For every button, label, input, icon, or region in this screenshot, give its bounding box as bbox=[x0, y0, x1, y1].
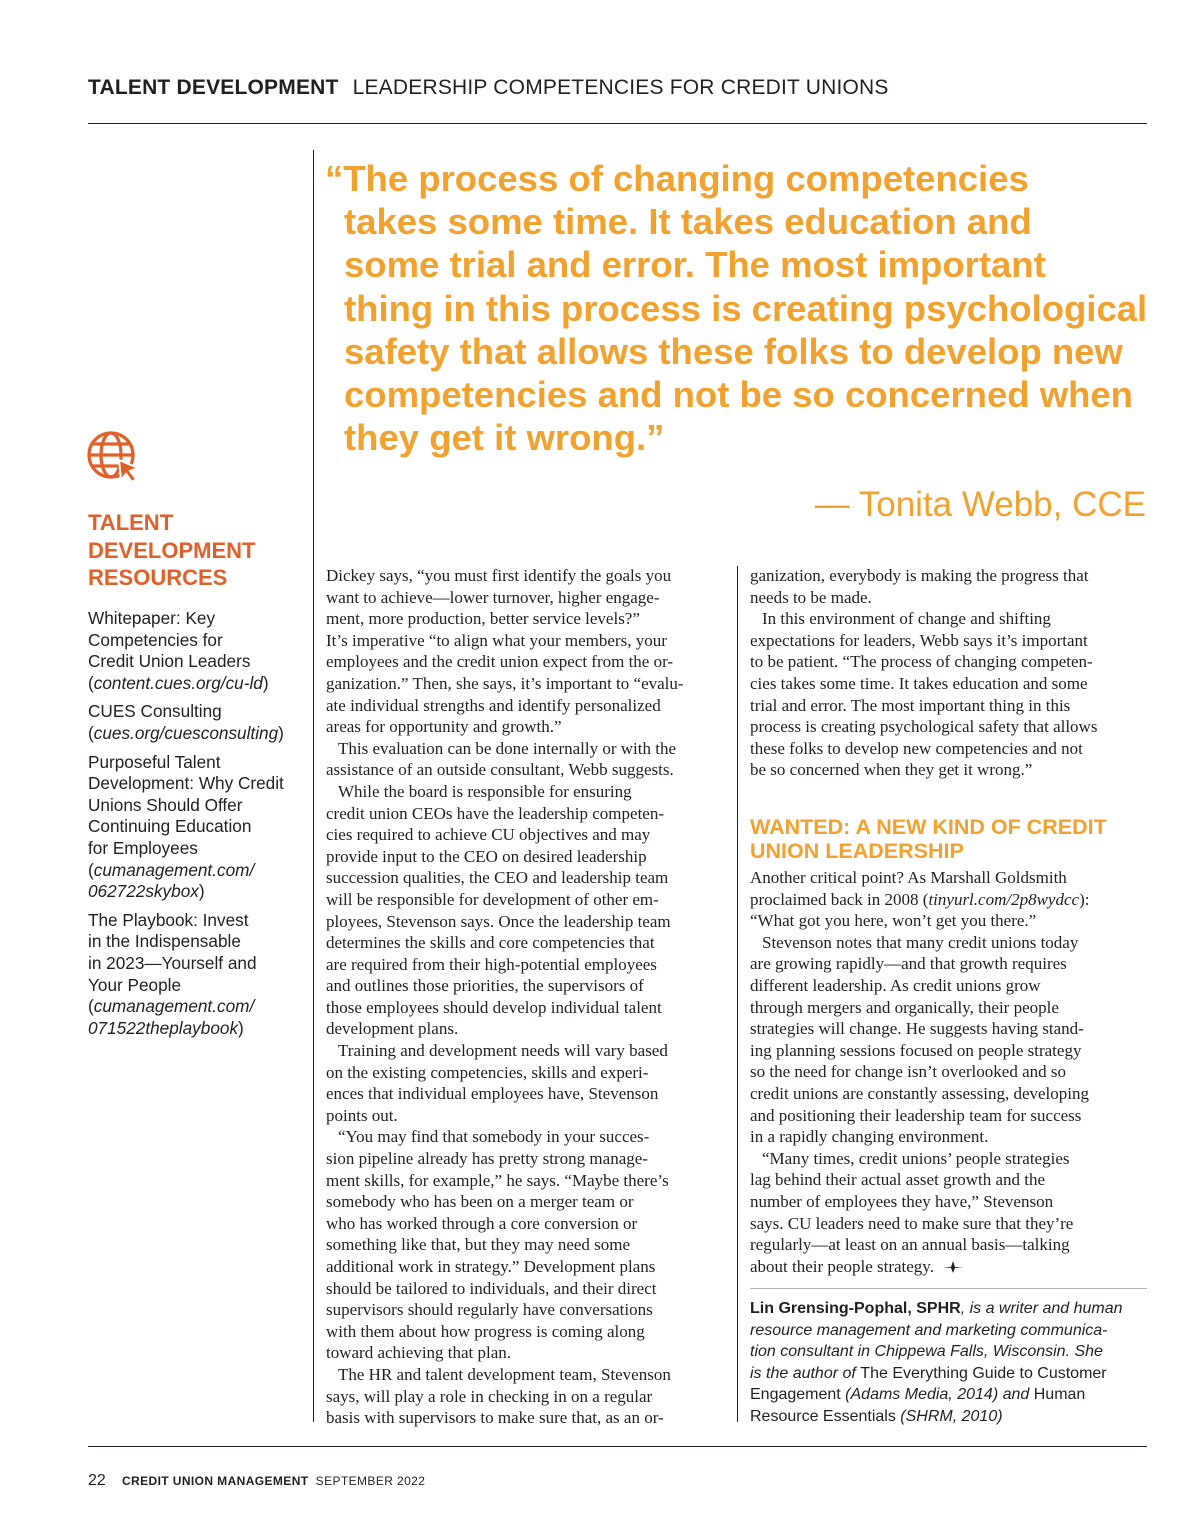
body-line: ment, more production, better service levels?” bbox=[326, 609, 640, 629]
section-title: TALENT DEVELOPMENT bbox=[88, 76, 339, 99]
body-line: employees and the credit union expect from the or- bbox=[326, 652, 674, 672]
pull-quote-line: “The process of changing competencies bbox=[325, 158, 1029, 199]
body-line: needs to be made. bbox=[750, 587, 872, 607]
body-line: This evaluation can be done internally or with the bbox=[338, 738, 677, 758]
resource-title-line: for Employees bbox=[88, 837, 198, 858]
resource-list bbox=[88, 608, 310, 1046]
body-line: succession qualities, the CEO and leadership team bbox=[326, 868, 669, 888]
body-line: credit unions are constantly assessing, developing bbox=[750, 1083, 1089, 1103]
sidebar-heading-line: DEVELOPMENT bbox=[88, 537, 256, 563]
body-line: want to achieve—lower turnover, higher engage- bbox=[326, 587, 660, 607]
body-column-2 bbox=[750, 565, 1150, 781]
body-line: “You may find that somebody in your succes- bbox=[338, 1127, 650, 1147]
body-line: somebody who has been on a merger team or bbox=[326, 1192, 634, 1212]
body-line: credit union CEOs have the leadership competen- bbox=[326, 803, 664, 823]
resource-item: Purposeful Talent Development: Why Credit Unions Should Offer Continuing Education for Employees (cumanagement.com/ 062722skybox) bbox=[88, 752, 310, 903]
body-line: says. CU leaders need to make sure that they’re bbox=[750, 1213, 1074, 1233]
body-line: about their people strategy. bbox=[750, 1256, 1150, 1278]
resource-title-line: Purposeful Talent bbox=[88, 751, 221, 772]
body-line: It’s imperative “to align what your members, your bbox=[326, 630, 667, 650]
pull-quote-line: takes some time. It takes education and bbox=[344, 201, 1032, 243]
body-line: While the board is responsible for ensuring bbox=[338, 781, 632, 801]
resource-link[interactable]: content.cues.org/cu-ld bbox=[93, 672, 263, 693]
goldsmith-link[interactable]: tinyurl.com/2p8wydcc bbox=[928, 889, 1080, 909]
resource-item: Whitepaper: Key Competencies for Credit Union Leaders (content.cues.org/cu-ld) bbox=[88, 608, 310, 694]
body-line: proclaimed back in 2008 (tinyurl.com/2p8wydcc): bbox=[750, 889, 1090, 909]
body-line: with them about how progress is coming along bbox=[326, 1321, 645, 1341]
resource-title-line: The Playbook: Invest bbox=[88, 909, 249, 930]
body-line: determines the skills and core competencies that bbox=[326, 933, 655, 953]
pull-quote-line: some trial and error. The most important bbox=[344, 244, 1046, 286]
body-line: Stevenson notes that many credit unions today bbox=[762, 932, 1079, 952]
body-line: ganization, everybody is making the progress that bbox=[750, 566, 1089, 585]
issue-date: SEPTEMBER 2022 bbox=[315, 1474, 426, 1488]
subhead-line: UNION LEADERSHIP bbox=[750, 839, 964, 863]
body-line: cies takes some time. It takes education and some bbox=[750, 673, 1088, 693]
author-name: Lin Grensing-Pophal, SPHR bbox=[750, 1300, 961, 1317]
body-line: strategies will change. He suggests having stand- bbox=[750, 1019, 1084, 1039]
book-title: Resource Essentials bbox=[750, 1407, 896, 1425]
sidebar-heading-line: TALENT bbox=[88, 510, 174, 535]
book-title: The Everything Guide to Customer bbox=[860, 1364, 1107, 1382]
body-line: ing planning sessions focused on people strategy bbox=[750, 1040, 1082, 1060]
pull-quote-line: thing in this process is creating psychological bbox=[344, 287, 1148, 329]
body-line: expectations for leaders, Webb says it’s important bbox=[750, 630, 1088, 650]
body-line: ployees, Stevenson says. Once the leadership team bbox=[326, 911, 671, 931]
body-line: sion pipeline already has pretty strong manage- bbox=[326, 1149, 648, 1169]
resource-link[interactable]: cues.org/cuesconsulting bbox=[93, 722, 279, 743]
resource-item: The Playbook: Invest in the Indispensable in 2023—Yourself and Your People (cumanagement.com/ 071522theplaybook) bbox=[88, 910, 310, 1040]
sidebar-heading-line: RESOURCES bbox=[88, 565, 228, 590]
body-line: to be patient. “The process of changing competen- bbox=[750, 652, 1093, 672]
body-line: “Many times, credit unions’ people strategies bbox=[762, 1148, 1070, 1168]
body-line: on the existing competencies, skills and experi- bbox=[326, 1062, 649, 1082]
body-line: something like that, but they may need some bbox=[326, 1235, 631, 1255]
body-line: ganization.” Then, she says, it’s important to “evalu- bbox=[326, 673, 684, 693]
resource-link[interactable]: 062722skybox bbox=[88, 881, 199, 902]
body-line: cies required to achieve CU objectives and may bbox=[326, 825, 651, 845]
sidebar-heading bbox=[88, 509, 308, 592]
body-line: areas for opportunity and growth.” bbox=[326, 717, 562, 737]
body-line: different leadership. As credit unions grow bbox=[750, 975, 1041, 995]
book-title: Engagement bbox=[750, 1386, 841, 1404]
body-line: Another critical point? As Marshall Goldsmith bbox=[750, 868, 1067, 887]
body-line: toward achieving that plan. bbox=[326, 1343, 512, 1363]
body-line: should be tailored to individuals, and their direct bbox=[326, 1278, 657, 1298]
resource-title-line: Your People bbox=[88, 974, 182, 995]
body-line: Dickey says, “you must first identify the goals you bbox=[326, 566, 672, 585]
body-column-1 bbox=[326, 565, 726, 1429]
resource-title-line: in 2023—Yourself and bbox=[88, 952, 257, 973]
globe-cursor-icon bbox=[86, 430, 142, 486]
body-line: additional work in strategy.” Development plans bbox=[326, 1257, 656, 1276]
body-line: regularly—at least on an annual basis—talking bbox=[750, 1235, 1070, 1255]
body-line: points out. bbox=[326, 1105, 398, 1125]
body-line: will be responsible for development of other em- bbox=[326, 889, 659, 909]
pull-quote-line: competencies and not be so concerned when bbox=[344, 374, 1133, 416]
body-line: Training and development needs will vary based bbox=[338, 1041, 668, 1061]
subhead-line: WANTED: A NEW KIND OF CREDIT bbox=[750, 815, 1107, 839]
body-line: In this environment of change and shifting bbox=[762, 609, 1051, 629]
body-line: provide input to the CEO on desired leadership bbox=[326, 846, 647, 866]
pull-quote-line: they get it wrong.” bbox=[344, 417, 665, 459]
resource-link[interactable]: cumanagement.com/ bbox=[93, 859, 255, 880]
column-divider-right bbox=[737, 566, 738, 1422]
body-line: “What got you here, won’t get you there.” bbox=[750, 911, 1037, 931]
resource-title-line: Whitepaper: Key bbox=[88, 608, 216, 628]
magazine-name: CREDIT UNION MANAGEMENT bbox=[121, 1474, 309, 1488]
body-column-2-continued bbox=[750, 867, 1150, 1277]
body-line: these folks to develop new competencies and not bbox=[750, 738, 1083, 758]
pull-quote bbox=[325, 157, 1155, 459]
body-line: process is creating psychological safety that allows bbox=[750, 717, 1098, 737]
resource-link[interactable]: 071522theplaybook bbox=[88, 1017, 239, 1038]
book-title: Human bbox=[1033, 1386, 1086, 1404]
body-line: are growing rapidly—and that growth requires bbox=[750, 954, 1067, 974]
page-number: 22 bbox=[88, 1472, 106, 1489]
resource-title-line: Unions Should Offer bbox=[88, 794, 243, 815]
body-line: The HR and talent development team, Stevenson bbox=[338, 1364, 671, 1384]
running-header bbox=[88, 76, 1148, 106]
footer-divider bbox=[88, 1446, 1147, 1447]
resource-title-line: Development: Why Credit bbox=[88, 773, 284, 794]
resource-link[interactable]: cumanagement.com/ bbox=[93, 996, 255, 1017]
body-line: supervisors should regularly have conversations bbox=[326, 1300, 653, 1320]
end-of-article-icon bbox=[942, 1260, 964, 1274]
body-line: and outlines those priorities, the supervisors of bbox=[326, 976, 644, 996]
body-line: ment skills, for example,” he says. “Maybe there’s bbox=[326, 1170, 669, 1190]
body-line: in a rapidly changing environment. bbox=[750, 1127, 989, 1147]
body-line: and positioning their leadership team for success bbox=[750, 1105, 1082, 1125]
body-line: ate individual strengths and identify personalized bbox=[326, 695, 661, 715]
bio-divider bbox=[750, 1288, 1147, 1289]
body-line: are required from their high-potential employees bbox=[326, 954, 657, 974]
body-line: says, will play a role in checking in on a regular bbox=[326, 1386, 653, 1406]
resource-title-line: CUES Consulting bbox=[88, 701, 222, 722]
body-line: be so concerned when they get it wrong.” bbox=[750, 760, 1033, 780]
resource-item: CUES Consulting (cues.org/cuesconsulting) bbox=[88, 701, 310, 744]
body-line: trial and error. The most important thing in this bbox=[750, 695, 1071, 715]
body-line: development plans. bbox=[326, 1019, 459, 1039]
section-subhead bbox=[750, 815, 1150, 863]
body-line: assistance of an outside consultant, Webb suggests. bbox=[326, 760, 674, 780]
body-line: who has worked through a core conversion or bbox=[326, 1213, 638, 1233]
article-topic: LEADERSHIP COMPETENCIES FOR CREDIT UNIONS bbox=[352, 76, 889, 99]
resource-title-line: Competencies for bbox=[88, 629, 223, 650]
body-line: through mergers and organically, their people bbox=[750, 997, 1059, 1017]
column-divider-left bbox=[313, 150, 314, 1422]
body-line: number of employees they have,” Stevenson bbox=[750, 1191, 1054, 1211]
header-divider bbox=[88, 123, 1147, 124]
pull-quote-attribution: — Tonita Webb, CCE bbox=[814, 485, 1146, 524]
body-line: ences that individual employees have, Stevenson bbox=[326, 1084, 659, 1104]
body-line: those employees should develop individual talent bbox=[326, 997, 662, 1017]
resource-title-line: in the Indispensable bbox=[88, 931, 241, 952]
resource-title-line: Continuing Education bbox=[88, 816, 252, 837]
author-bio: Lin Grensing-Pophal, SPHR, is a writer and human resource management and marketing communica- tion consultant in Chippewa Falls, Wisconsin. She is the author of The Everything Guide to Customer Engagement (Adams Media, 2014) and Human Resource Essentials (SHRM, 2010) bbox=[750, 1300, 1123, 1425]
pull-quote-line: safety that allows these folks to develop new bbox=[344, 330, 1123, 372]
page-footer bbox=[88, 1472, 425, 1490]
body-line: lag behind their actual asset growth and the bbox=[750, 1170, 1046, 1190]
body-line: basis with supervisors to make sure that, as an or- bbox=[326, 1408, 664, 1428]
body-line: so the need for change isn’t overlooked and so bbox=[750, 1062, 1066, 1082]
resource-title-line: Credit Union Leaders bbox=[88, 651, 251, 672]
